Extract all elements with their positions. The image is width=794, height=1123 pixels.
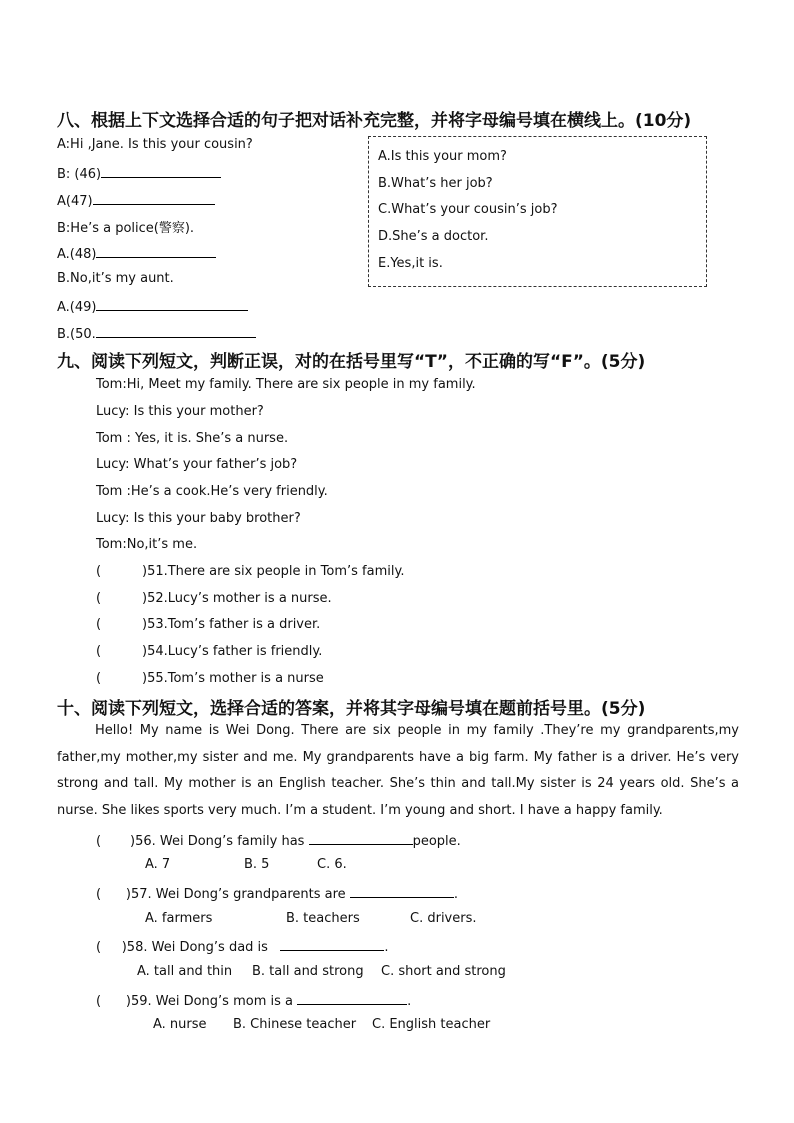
tf-statement: )52.Lucy’s mother is a nurse. (142, 591, 332, 606)
tf-open-paren[interactable]: ( (96, 644, 102, 659)
dialogue-line: A.(49) (57, 297, 248, 315)
answer-blank[interactable] (96, 244, 216, 258)
answer-blank[interactable] (309, 831, 413, 845)
tf-open-paren[interactable]: ( (96, 617, 102, 632)
choice-a: A. 7 (145, 857, 171, 872)
answer-blank[interactable] (93, 191, 215, 205)
choice-b: B. Chinese teacher (233, 1017, 357, 1032)
option-item: B.What’s her job? (378, 176, 493, 191)
tf-open-paren[interactable]: ( (96, 671, 102, 686)
dialogue-line: B:He’s a police(警察). (57, 221, 195, 236)
option-item: E.Yes,it is. (378, 256, 443, 271)
choice-c: C. short and strong (381, 964, 506, 979)
dialogue-line: A:Hi ,Jane. Is this your cousin? (57, 137, 253, 152)
choice-a: A. farmers (145, 911, 213, 926)
option-item: A.Is this your mom? (378, 149, 507, 164)
passage-line: Lucy: Is this your mother? (96, 404, 264, 419)
choice-a: A. tall and thin (137, 964, 233, 979)
tf-statement: )53.Tom’s father is a driver. (142, 617, 321, 632)
option-item: D.She’s a doctor. (378, 229, 489, 244)
section-10-heading: 十、阅读下列短文，选择合适的答案，并将其字母编号填在题前括号里。(5分) (57, 699, 646, 719)
tf-statement: )51.There are six people in Tom’s family. (142, 564, 405, 579)
reading-passage: Hello! My name is Wei Dong. There are six people in my family .They’re my grandparents,my father,my mother,my sister and me. My grandparents have a big farm. My father is a driver. He’s very strong and tall. My mother is an English teacher. She’s thin and tall.My sister is 24 years old. She’s a nurse. She likes sports very much. I’m a student. I’m young and short. I have a happy family. (57, 723, 739, 819)
choice-c: C. drivers. (410, 911, 477, 926)
question-58: ( )58. Wei Dong’s dad is . (96, 937, 388, 955)
tf-statement: )54.Lucy’s father is friendly. (142, 644, 323, 659)
dialogue-line: A(47) (57, 191, 215, 209)
section-9-heading: 九、阅读下列短文，判断正误，对的在括号里写“T”，不正确的写“F”。(5分) (57, 352, 646, 372)
tf-open-paren[interactable]: ( (96, 564, 102, 579)
choice-b: B. teachers (286, 911, 360, 926)
dialogue-line: B: (46) (57, 164, 221, 182)
passage-line: Lucy: What’s your father’s job? (96, 457, 298, 472)
passage-line: Lucy: Is this your baby brother? (96, 511, 301, 526)
answer-blank[interactable] (297, 991, 407, 1005)
choice-a: A. nurse (153, 1017, 207, 1032)
dialogue-line: B.No,it’s my aunt. (57, 271, 174, 286)
answer-blank[interactable] (96, 297, 248, 311)
choice-c: C. 6. (317, 857, 347, 872)
answer-blank[interactable] (350, 884, 454, 898)
tf-statement: )55.Tom’s mother is a nurse (142, 671, 324, 686)
choice-c: C. English teacher (372, 1017, 491, 1032)
choice-b: B. 5 (244, 857, 270, 872)
question-56: ( )56. Wei Dong’s family has people. (96, 831, 461, 849)
passage-line: Tom : Yes, it is. She’s a nurse. (96, 431, 289, 446)
section-8-heading: 八、根据上下文选择合适的句子把对话补充完整，并将字母编号填在横线上。(10分) (57, 111, 692, 131)
dialogue-line: B.(50. (57, 324, 256, 342)
question-57: ( )57. Wei Dong’s grandparents are . (96, 884, 458, 902)
dialogue-line: A.(48) (57, 244, 216, 262)
passage-line: Tom :He’s a cook.He’s very friendly. (96, 484, 328, 499)
choice-b: B. tall and strong (252, 964, 364, 979)
passage-line: Tom:Hi, Meet my family. There are six people in my family. (96, 377, 476, 392)
passage-line: Tom:No,it’s me. (96, 537, 198, 552)
answer-blank[interactable] (101, 164, 221, 178)
tf-open-paren[interactable]: ( (96, 591, 102, 606)
question-59: ( )59. Wei Dong’s mom is a . (96, 991, 411, 1009)
answer-blank[interactable] (96, 324, 256, 338)
answer-blank[interactable] (280, 937, 384, 951)
option-item: C.What’s your cousin’s job? (378, 202, 558, 217)
